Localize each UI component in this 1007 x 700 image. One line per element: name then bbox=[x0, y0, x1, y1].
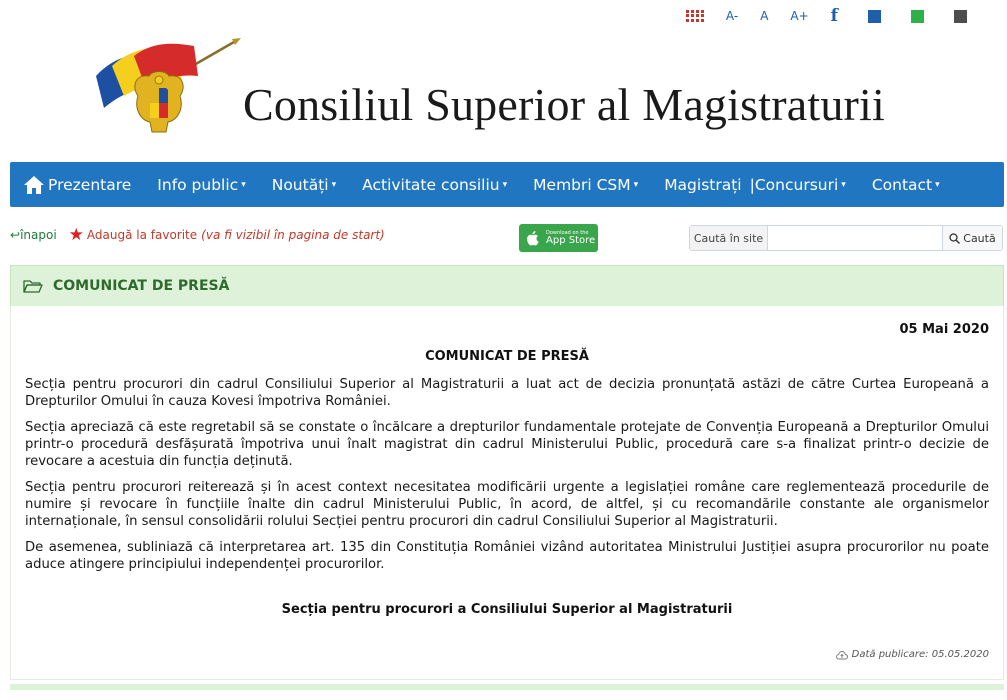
publication-date bbox=[836, 649, 989, 660]
font-normal-button[interactable]: A bbox=[760, 9, 769, 23]
panel-title: COMUNICAT DE PRESĂ bbox=[53, 278, 230, 294]
nav-item-prezentare[interactable] bbox=[23, 175, 131, 195]
release-text bbox=[25, 376, 989, 582]
nav-label: Info public bbox=[157, 175, 239, 194]
panel-footer-bar bbox=[10, 684, 1004, 690]
paragraph: Secția apreciază că este regretabil să se constate o încălcare a drepturilor fundamentale protejate de Convenția Europeană a Drepturilor Omului printr-o procedură desfășurată împotriva unui înalt magistrat din cadrul Ministerului Public, procedură care s-a finalizat printr-o decizie de revocare a acestuia din funcția deținută. bbox=[25, 420, 989, 469]
nav-label: Membri CSM bbox=[533, 175, 631, 194]
panel-header bbox=[10, 265, 1004, 306]
secondary-toolbar bbox=[10, 225, 385, 245]
release-date: 05 Mai 2020 bbox=[899, 322, 989, 337]
folder-open-icon bbox=[23, 278, 43, 294]
nav-label: Prezentare bbox=[48, 175, 132, 194]
theme-green-button[interactable] bbox=[911, 10, 924, 23]
caret-down-icon: ▾ bbox=[841, 179, 846, 190]
nav-label: Concursuri bbox=[754, 175, 839, 194]
sitemap-grid-icon[interactable] bbox=[686, 10, 704, 22]
nav-item-noutati[interactable] bbox=[272, 176, 336, 194]
font-decrease-button[interactable]: A- bbox=[725, 9, 739, 23]
nav-label: Contact bbox=[871, 175, 933, 194]
nav-item-membri-csm[interactable] bbox=[533, 176, 638, 194]
font-increase-button[interactable]: A+ bbox=[790, 9, 809, 23]
appstore-big-text: App Store bbox=[546, 234, 596, 246]
published-date: 05.05.2020 bbox=[931, 649, 989, 660]
release-signature: Secția pentru procurori a Consiliului Superior al Magistraturii bbox=[281, 602, 733, 617]
favorites-label: Adaugă la favorite bbox=[86, 228, 198, 242]
caret-down-icon: ▾ bbox=[633, 179, 639, 190]
search-label: Caută în site bbox=[690, 226, 768, 250]
back-link[interactable] bbox=[10, 228, 57, 242]
release-heading: COMUNICAT DE PRESĂ bbox=[425, 349, 589, 364]
search-input[interactable] bbox=[768, 226, 942, 250]
apple-icon bbox=[526, 230, 540, 246]
app-store-badge[interactable] bbox=[519, 224, 598, 252]
theme-gray-button[interactable] bbox=[954, 10, 967, 23]
favorites-hint: (va fi vizibil în pagina de start) bbox=[201, 228, 385, 242]
nav-label: Noutăți bbox=[271, 175, 329, 194]
main-navigation bbox=[10, 162, 1004, 207]
nav-separator: | bbox=[749, 175, 755, 194]
star-icon: ★ bbox=[68, 225, 84, 245]
coat-of-arms-logo[interactable] bbox=[94, 36, 244, 146]
nav-item-concursuri[interactable] bbox=[755, 176, 846, 194]
nav-item-activitate-consiliu[interactable] bbox=[362, 176, 507, 194]
site-search bbox=[689, 225, 1003, 251]
facebook-icon[interactable]: f bbox=[830, 6, 838, 26]
back-arrow-icon: ↩ bbox=[10, 228, 21, 242]
nav-label: Activitate consiliu bbox=[362, 175, 500, 194]
caret-down-icon: ▾ bbox=[502, 179, 508, 190]
search-icon bbox=[949, 233, 960, 244]
cloud-upload-icon bbox=[836, 650, 848, 660]
nav-label: Magistrați bbox=[664, 175, 742, 194]
press-release-body bbox=[10, 306, 1004, 680]
nav-item-contact[interactable] bbox=[872, 176, 940, 194]
caret-down-icon: ▾ bbox=[331, 179, 337, 190]
add-favorites-link[interactable] bbox=[69, 225, 385, 245]
nav-item-magistrati[interactable] bbox=[664, 176, 741, 194]
site-title[interactable]: Consiliul Superior al Magistraturii bbox=[243, 79, 885, 130]
caret-down-icon: ▾ bbox=[935, 179, 940, 190]
search-button-label: Caută bbox=[963, 231, 996, 245]
back-label: înapoi bbox=[20, 228, 57, 242]
published-label: Dată publicare: bbox=[851, 649, 929, 660]
nav-item-info-public[interactable] bbox=[157, 176, 245, 194]
theme-blue-button[interactable] bbox=[868, 10, 881, 23]
home-icon bbox=[23, 175, 45, 195]
caret-down-icon: ▾ bbox=[241, 179, 246, 190]
paragraph: Secția pentru procurori reiterează și în acest context necesitatea modificării urgente a legislației române care reglementează procedurile de numire și revocare în funcțiile înalte din cadrul Ministerului Public, în acord, de altfel, și cu recomandările constante ale organismelor internaționale, în sensul consolidării rolului Secției pentru procurori din cadrul Consiliului Superior al Magistraturii. bbox=[25, 480, 989, 529]
paragraph: De asemenea, subliniază că interpretarea art. 135 din Constituția României vizând autoritatea Ministrului Justiției asupra procurorilor nu poate aduce atingere principiului independenței procurorilor. bbox=[25, 540, 989, 572]
appstore-small-text: Download on the bbox=[546, 229, 589, 236]
utility-bar bbox=[686, 6, 967, 26]
search-button[interactable] bbox=[942, 226, 1002, 250]
paragraph: Secția pentru procurori din cadrul Consiliului Superior al Magistraturii a luat act de decizia pronunțată astăzi de către Curtea Europeană a Drepturilor Omului în cauza Kovesi împotriva României. bbox=[25, 377, 989, 409]
